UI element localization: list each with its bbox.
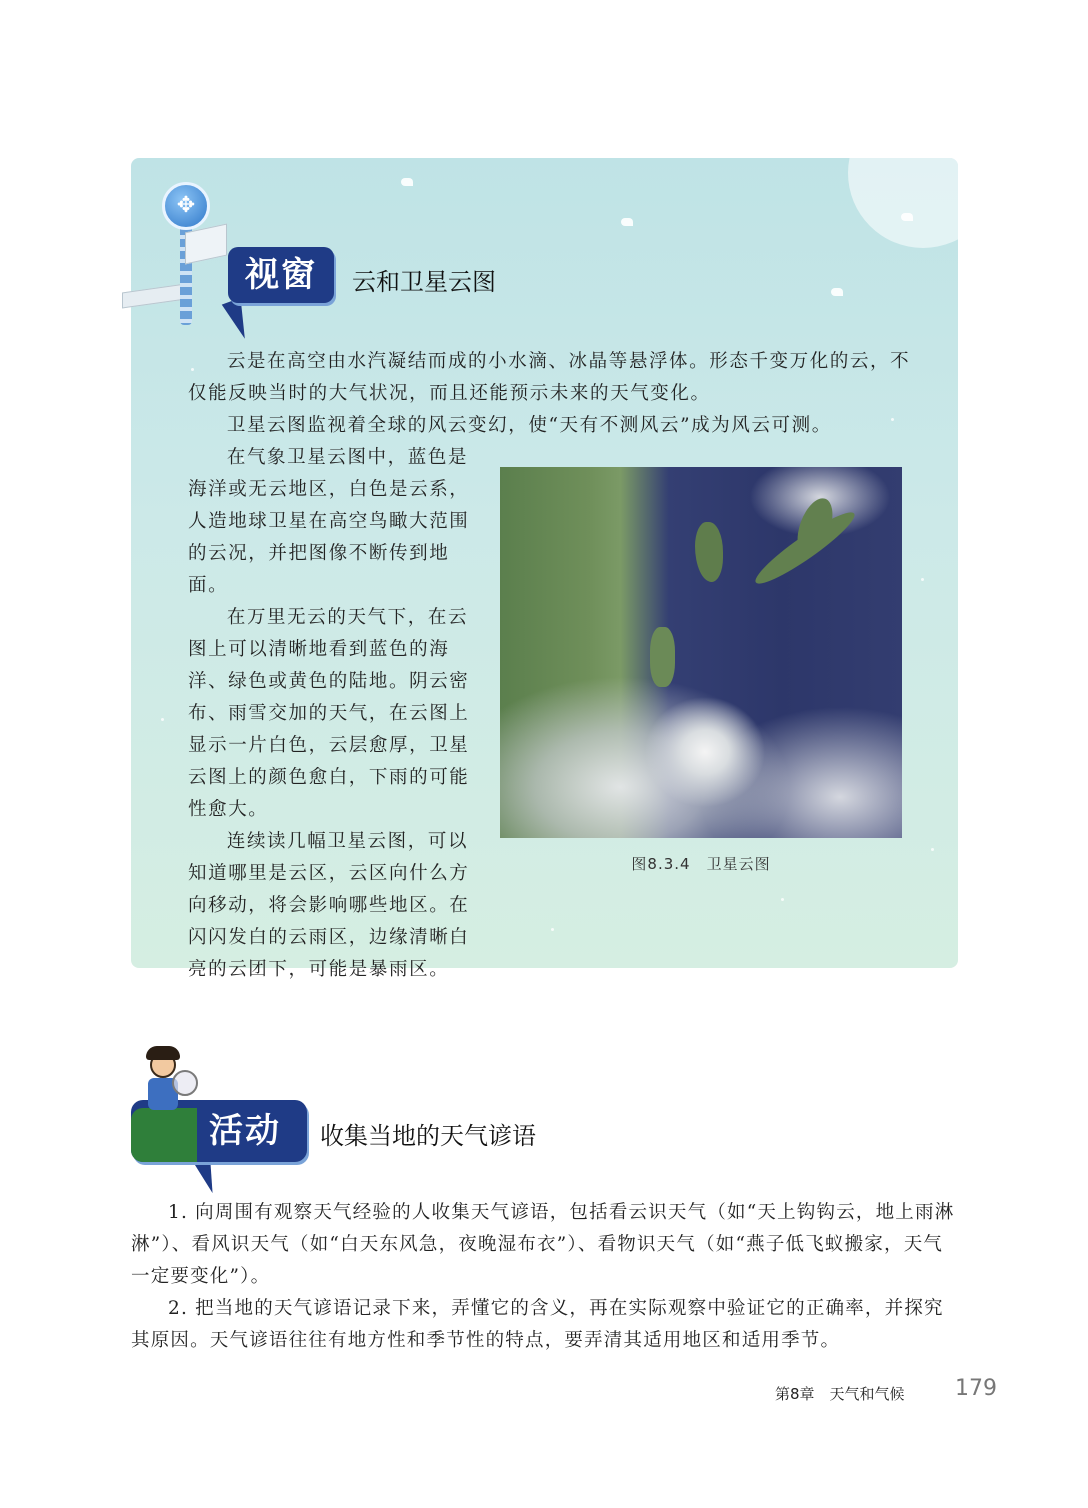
activity-title: 收集当地的天气谚语 bbox=[320, 1122, 536, 1150]
paragraph: 云是在高空由水汽凝结而成的小水滴、冰晶等悬浮体。形态千变万化的云，不仅能反映当时的大气状况，而且还能预示未来的天气变化。 bbox=[188, 351, 911, 404]
activity-label: 活动 bbox=[209, 1111, 281, 1151]
activity-list bbox=[131, 1197, 959, 1357]
figure-caption: 图8.3.4 卫星云图 bbox=[631, 855, 771, 873]
list-item: 1. 向周围有观察天气经验的人收集天气谚语，包括看云识天气（如“天上钩钩云，地上雨淋淋”）、看风识天气（如“白天东风急，夜晚湿布衣”）、看物识天气（如“燕子低飞蚁搬家，天气一定要变化”）。 bbox=[131, 1202, 955, 1287]
paragraph: 卫星云图监视着全球的风云变幻，使“天有不测风云”成为风云可测。 bbox=[226, 415, 832, 436]
chapter-footer: 第8章 天气和气候 bbox=[775, 1385, 905, 1403]
bird-decoration bbox=[401, 178, 413, 186]
label-tail bbox=[193, 1156, 221, 1196]
moon-decoration bbox=[848, 158, 958, 248]
page-number: 179 bbox=[955, 1376, 997, 1401]
window-label-badge bbox=[228, 247, 334, 303]
window-intro bbox=[188, 346, 914, 442]
paragraph: 在万里无云的天气下，在云图上可以清晰地看到蓝色的海洋、绿色或黄色的陆地。阴云密布、雨雪交加的天气，在云图上显示一片白色，云层愈厚，卫星云图上的颜色愈白，下雨的可能性愈大。 bbox=[188, 607, 470, 820]
window-label: 视窗 bbox=[245, 255, 317, 295]
satellite-cloud-image bbox=[500, 467, 902, 838]
list-item: 2. 把当地的天气谚语记录下来，弄懂它的含义，再在实际观察中验证它的正确率，并探究其原因。天气谚语往往有地方性和季节性的特点，要弄清其适用地区和适用季节。 bbox=[131, 1298, 944, 1351]
window-side-text bbox=[188, 442, 484, 986]
globe-decoration bbox=[131, 1108, 197, 1162]
person-hair bbox=[146, 1046, 180, 1060]
paragraph: 连续读几幅卫星云图，可以知道哪里是云区，云区向什么方向移动，将会影响哪些地区。在闪闪发白的云雨区，边缘清晰白亮的云团下，可能是暴雨区。 bbox=[188, 831, 470, 980]
paragraph: 在气象卫星云图中，蓝色是海洋或无云地区，白色是云系，人造地球卫星在高空鸟瞰大范围的云况，并把图像不断传到地面。 bbox=[188, 447, 470, 596]
bird-decoration bbox=[831, 288, 843, 296]
move-arrows-icon: ✥ bbox=[176, 193, 196, 218]
bird-decoration bbox=[901, 213, 913, 221]
window-title: 云和卫星云图 bbox=[352, 268, 496, 296]
net-icon bbox=[172, 1070, 198, 1096]
bird-decoration bbox=[621, 218, 633, 226]
